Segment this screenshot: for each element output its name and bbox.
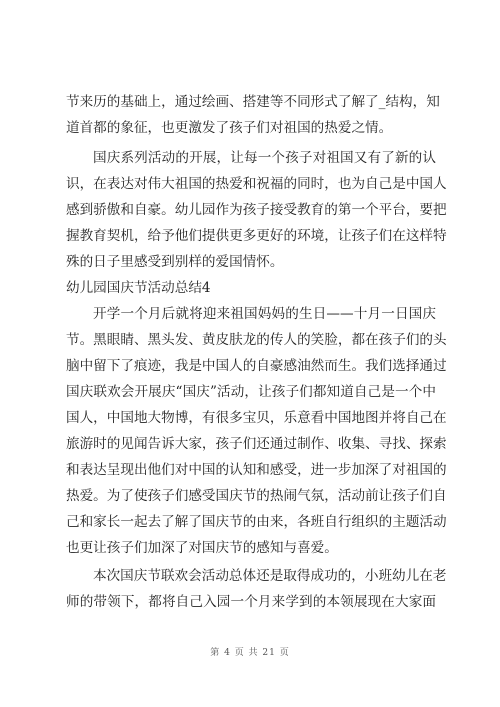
paragraph-line: 己和家长一起去了解了国庆节的由来，各班自行组织的主题活动 [66, 514, 447, 530]
paragraph-line: 握教育契机，给予他们提供更多更好的环境，让孩子们在这样特 [66, 228, 447, 244]
paragraph-line: 殊的日子里感受到别样的爱国情怀。 [66, 254, 284, 270]
paragraph-line: 国人，中国地大物博，有很多宝贝，乐意看中国地图并将自己在 [66, 410, 447, 426]
section-heading: 幼儿园国庆节活动总结4 [66, 280, 211, 296]
page-number-footer: 第 4 页 共 21 页 [210, 648, 290, 658]
paragraph-line: 节。黑眼睛、黑头发、黄皮肤龙的传人的笑脸，都在孩子们的头 [66, 332, 447, 348]
paragraph-line: 热爱。为了使孩子们感受国庆节的热闹气氛，活动前让孩子们自 [66, 488, 447, 504]
paragraph-line: 道首都的象征，也更激发了孩子们对祖国的热爱之情。 [66, 120, 393, 136]
paragraph-line: 也更让孩子们加深了对国庆节的感知与喜爱。 [66, 540, 338, 556]
paragraph-line: 本次国庆节联欢会活动总体还是取得成功的，小班幼儿在老 [93, 568, 447, 584]
paragraph-line: 节来历的基础上，通过绘画、搭建等不同形式了解了_结构，知 [66, 94, 440, 110]
paragraph-line: 开学一个月后就将迎来祖国妈妈的生日——十月一日国庆 [93, 306, 436, 322]
paragraph-line: 国庆系列活动的开展，让每一个孩子对祖国又有了新的认 [93, 150, 436, 166]
paragraph-line: 师的带领下，都将自己入园一个月来学到的本领展现在大家面 [66, 594, 436, 610]
paragraph-line: 和表达呈现出他们对中国的认知和感受，进一步加深了对祖国的 [66, 462, 447, 478]
paragraph-line: 国庆联欢会开展庆“国庆”活动，让孩子们都知道自己是一个中 [66, 384, 436, 400]
paragraph-line: 脑中留下了痕迹，我是中国人的自豪感油然而生。我们选择通过 [66, 358, 447, 374]
paragraph-line: 旅游时的见闻告诉大家，孩子们还通过制作、收集、寻找、探索 [66, 436, 447, 452]
paragraph-line: 识，在表达对伟大祖国的热爱和祝福的同时，也为自己是中国人 [66, 176, 447, 192]
paragraph-line: 感到骄傲和自豪。幼儿园作为孩子接受教育的第一个平台，要把 [66, 202, 447, 218]
